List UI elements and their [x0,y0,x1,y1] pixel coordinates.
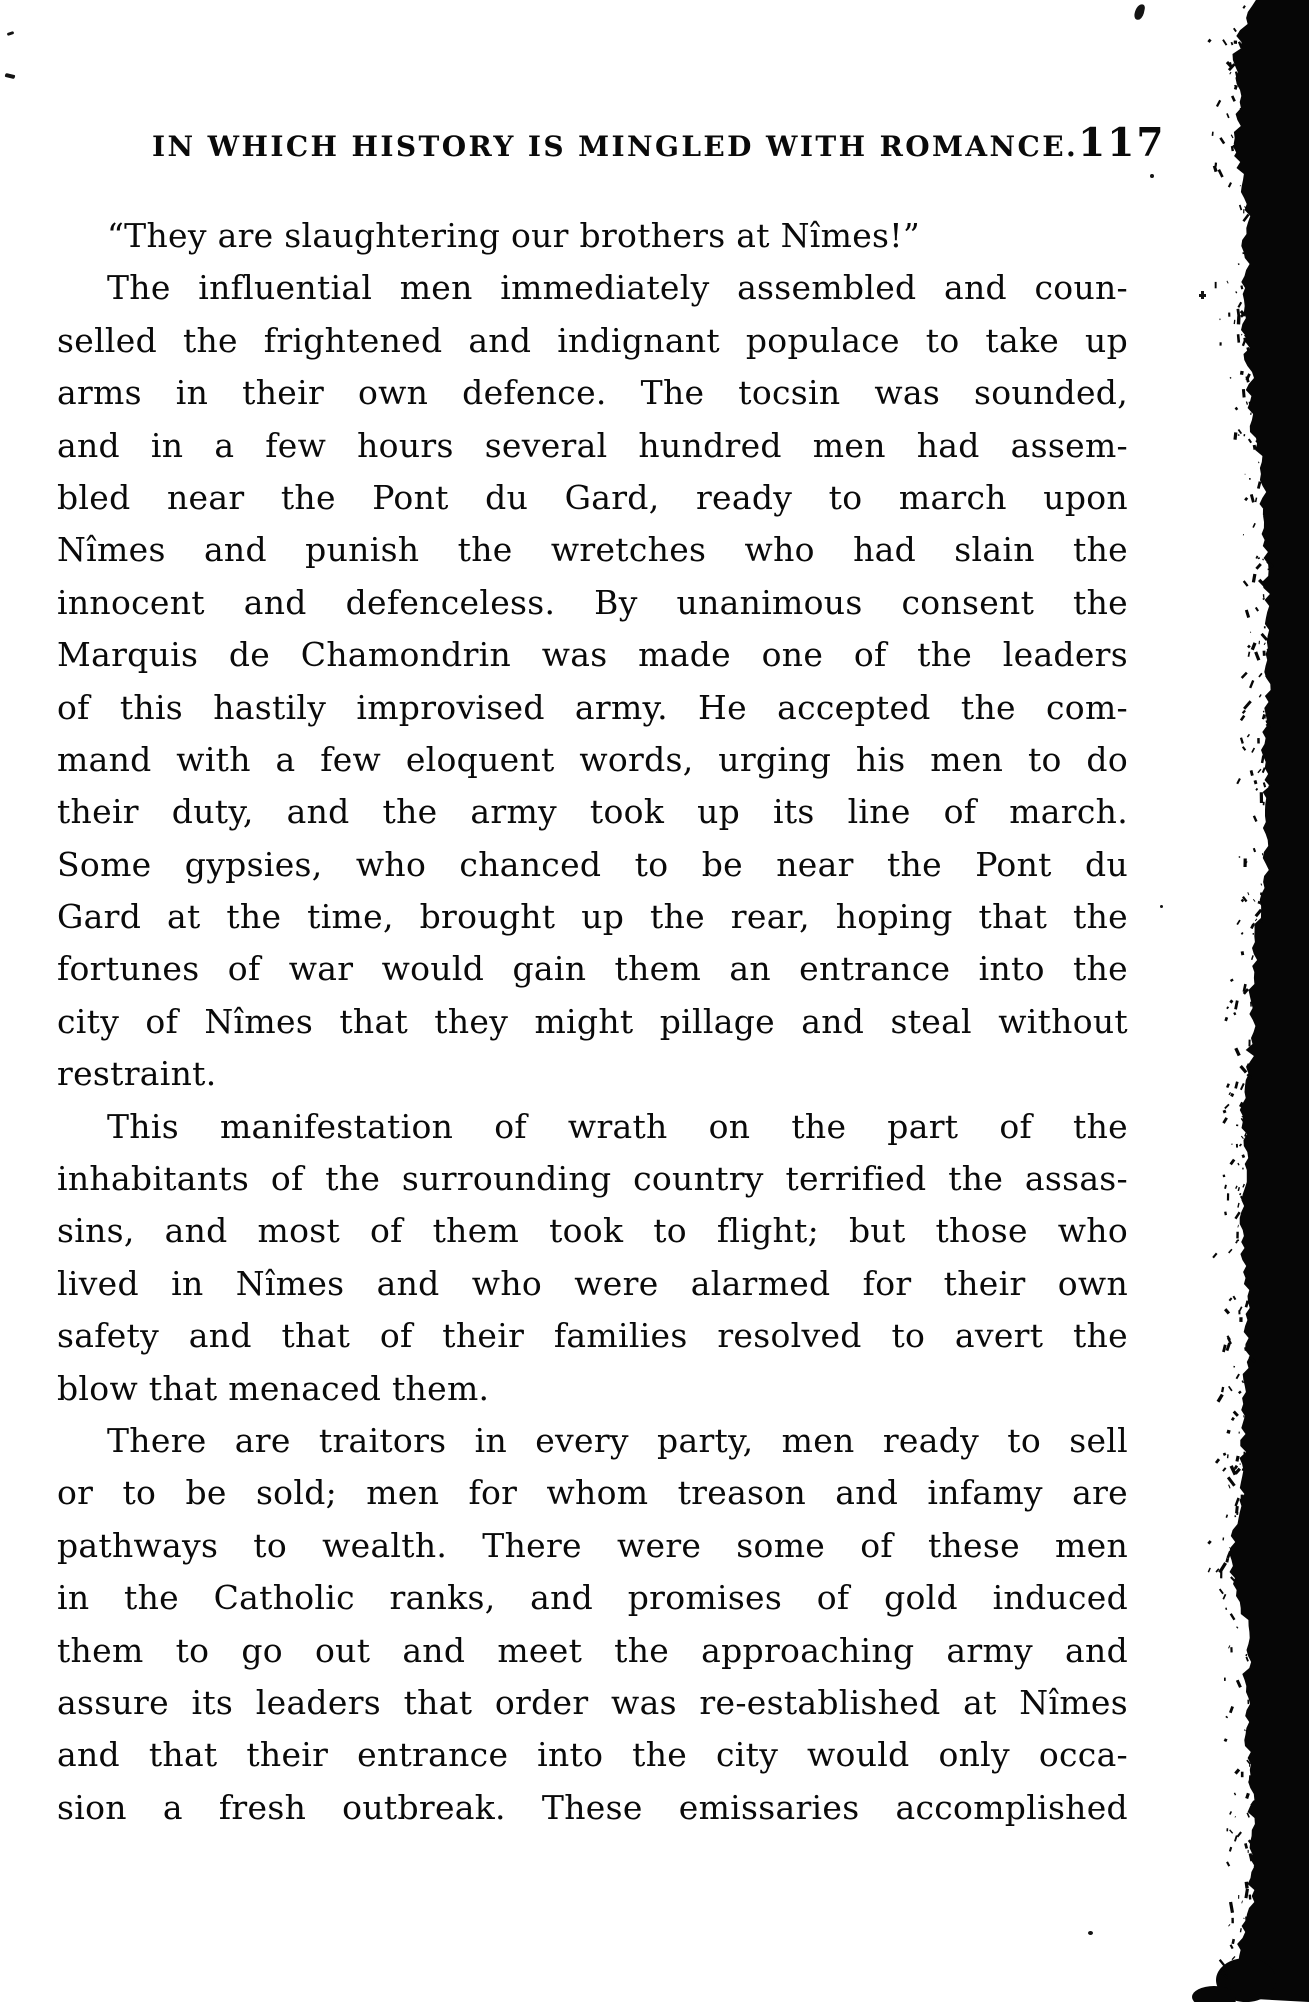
paragraph-4-line-7: and that their entrance into the city would only occa- [57,1735,1128,1775]
paragraph-3-line-2: inhabitants of the surrounding country terrified the assas- [57,1159,1128,1199]
paragraph-2-line-13: Gard at the time, brought up the rear, hoping that the [57,897,1128,937]
page-number: 117 [1078,120,1166,166]
paragraph-2-line-14: fortunes of war would gain them an entrance into the [57,949,1128,989]
paragraph-3-line-1: This manifestation of wrath on the part of the [107,1106,1128,1146]
page-body [57,210,1128,1834]
paragraph-3-line-3: sins, and most of them took to flight; but those who [57,1211,1128,1251]
paragraph-4-line-2: or to be sold; men for whom treason and infamy are [57,1473,1128,1513]
ink-speck [5,73,16,79]
paragraph-3-line-4: lived in Nîmes and who were alarmed for their own [57,1263,1128,1303]
paragraph-2-line-7: innocent and defenceless. By unanimous consent the [57,582,1128,622]
paragraph-2-line-5: bled near the Pont du Gard, ready to march upon [57,477,1128,517]
paragraph-2-line-10: mand with a few eloquent words, urging his men to do [57,739,1128,779]
paragraph-2-line-11: their duty, and the army took up its line of march. [57,792,1128,832]
paragraph-4-line-1: There are traitors in every party, men ready to sell [107,1420,1128,1460]
paragraph-4-line-4: in the Catholic ranks, and promises of gold induced [57,1578,1128,1618]
page-header [152,120,1166,166]
paragraph-2-line-1: The influential men immediately assembled and coun- [107,268,1128,308]
ink-speck [7,31,15,36]
ink-speck [1150,174,1154,178]
paragraph-2-line-12: Some gypsies, who chanced to be near the Pont du [57,844,1128,884]
ink-speck [1201,291,1204,299]
paragraph-1-line-1: “They are slaughtering our brothers at Nîmes!” [107,216,920,255]
paragraph-4-line-6: assure its leaders that order was re-established at Nîmes [57,1682,1128,1722]
paragraph-4-line-5: them to go out and meet the approaching army and [57,1630,1128,1670]
ink-speck [1133,3,1145,21]
ink-speck [1088,1931,1093,1935]
paragraph-3-line-6: blow that menaced them. [57,1368,490,1408]
paragraph-4-line-8: sion a fresh outbreak. These emissaries accomplished [57,1787,1128,1827]
paragraph-2-line-4: and in a few hours several hundred men had assem- [57,425,1128,465]
paragraph-4-line-3: pathways to wealth. There were some of these men [57,1525,1128,1565]
running-head-title: IN WHICH HISTORY IS MINGLED WITH ROMANCE. [152,130,1079,163]
paragraph-3-line-5: safety and that of their families resolved to avert the [57,1316,1128,1356]
paragraph-2-line-15: city of Nîmes that they might pillage and steal without [57,1001,1128,1041]
ink-speck [1160,905,1163,908]
paragraph-2-line-16: restraint. [57,1054,217,1094]
paragraph-2-line-9: of this hastily improvised army. He accepted the com- [57,687,1128,727]
paragraph-2-line-2: selled the frightened and indignant populace to take up [57,320,1128,360]
paragraph-2-line-8: Marquis de Chamondrin was made one of the leaders [57,635,1128,675]
paragraph-2-line-6: Nîmes and punish the wretches who had slain the [57,530,1128,570]
paragraph-2-line-3: arms in their own defence. The tocsin was sounded, [57,373,1128,413]
